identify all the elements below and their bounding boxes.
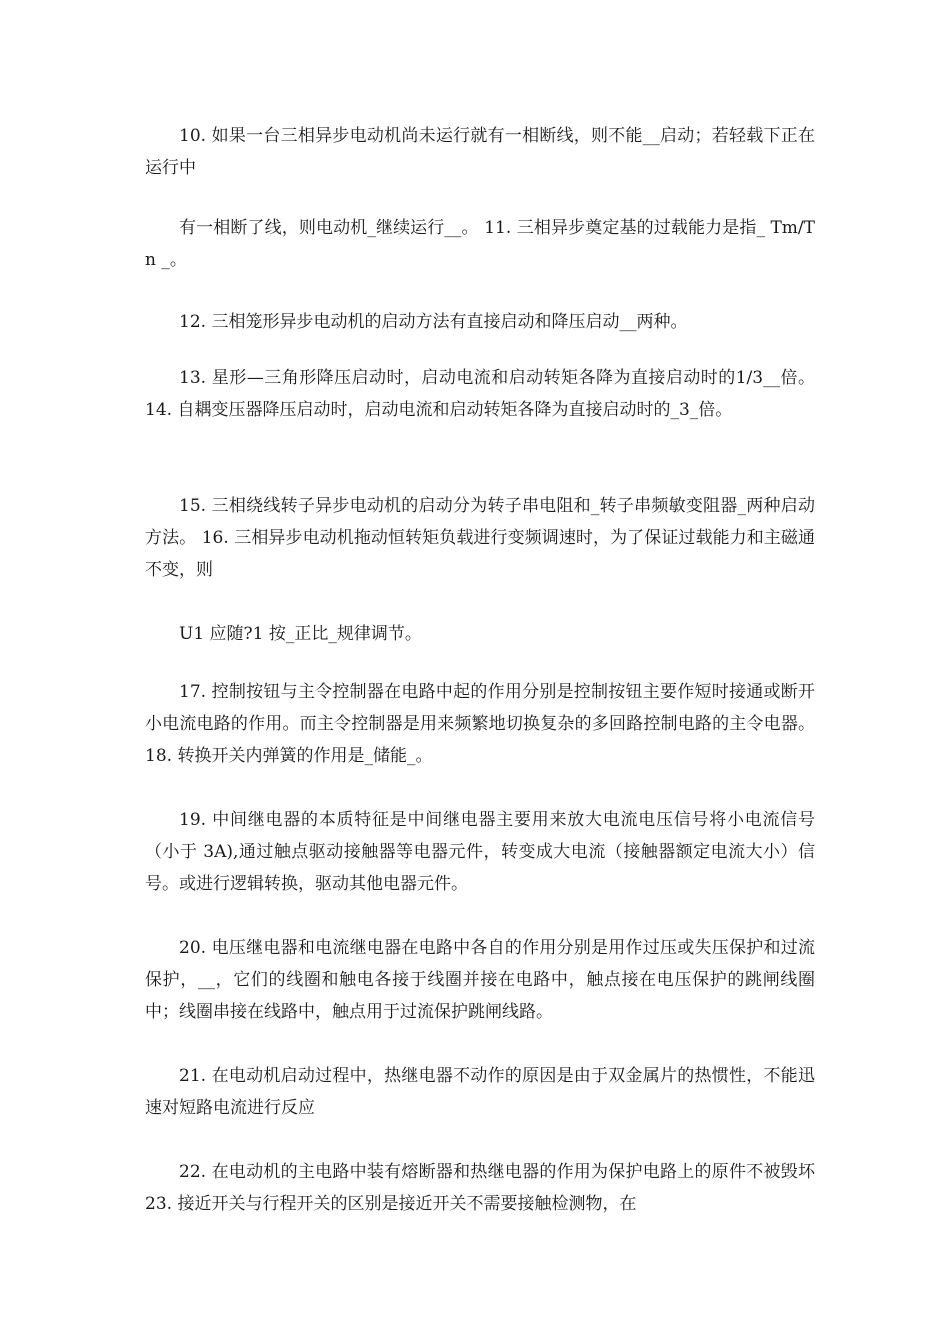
paragraph-item-10: 10. 如果一台三相异步电动机尚未运行就有一相断线，则不能__启动；若轻载下正在运行中 [145, 126, 815, 178]
paragraph-item-21: 21. 在电动机启动过程中，热继电器不动作的原因是由于双金属片的热惯性，不能迅速对短路电流进行反应 [145, 1066, 815, 1118]
paragraph-item-11: 有一相断了线，则电动机_继续运行__。 11. 三相异步奠定基的过载能力是指_ Tm/Tn _。 [145, 218, 815, 270]
paragraph-item-13-14: 13. 星形—三角形降压启动时，启动电流和启动转矩各降为直接启动时的1/3__倍。 14. 自耦变压器降压启动时，启动电流和启动转矩各降为直接启动时的_3_倍。 [145, 368, 815, 420]
paragraph-item-19: 19. 中间继电器的本质特征是中间继电器主要用来放大电流电压信号将小电流信号（小于 3A),通过触点驱动接触器等电器元件，转变成大电流（接触器额定电流大小）信号。或进行逻辑转换，驱动其他电器元件。 [145, 810, 815, 894]
paragraph-item-16-cont: U1 应随?1 按_正比_规律调节。 [179, 624, 422, 644]
paragraph-item-15-16: 15. 三相绕线转子异步电动机的启动分为转子串电阻和_转子串频敏变阻器_两种启动方法。 16. 三相异步电动机拖动恒转矩负载进行变频调速时，为了保证过载能力和主磁通不变，则 [145, 496, 815, 580]
paragraph-item-22-23: 22. 在电动机的主电路中装有熔断器和热继电器的作用为保护电路上的原件不被毁坏 23. 接近开关与行程开关的区别是接近开关不需要接触检测物，在 [145, 1162, 815, 1214]
paragraph-item-17-18: 17. 控制按钮与主令控制器在电路中起的作用分别是控制按钮主要作短时接通或断开小电流电路的作用。而主令控制器是用来频繁地切换复杂的多回路控制电路的主令电器。 18. 转换开关内弹簧的作用是_储能_。 [145, 682, 815, 766]
paragraph-item-20: 20. 电压继电器和电流继电器在电路中各自的作用分别是用作过压或失压保护和过流保护，__，它们的线圈和触电各接于线圈并接在电路中，触点接在电压保护的跳闸线圈中；线圈串接在线路中，触点用于过流保护跳闸线路。 [145, 938, 815, 1022]
paragraph-item-12: 12. 三相笼形异步电动机的启动方法有直接启动和降压启动__两种。 [179, 312, 688, 332]
